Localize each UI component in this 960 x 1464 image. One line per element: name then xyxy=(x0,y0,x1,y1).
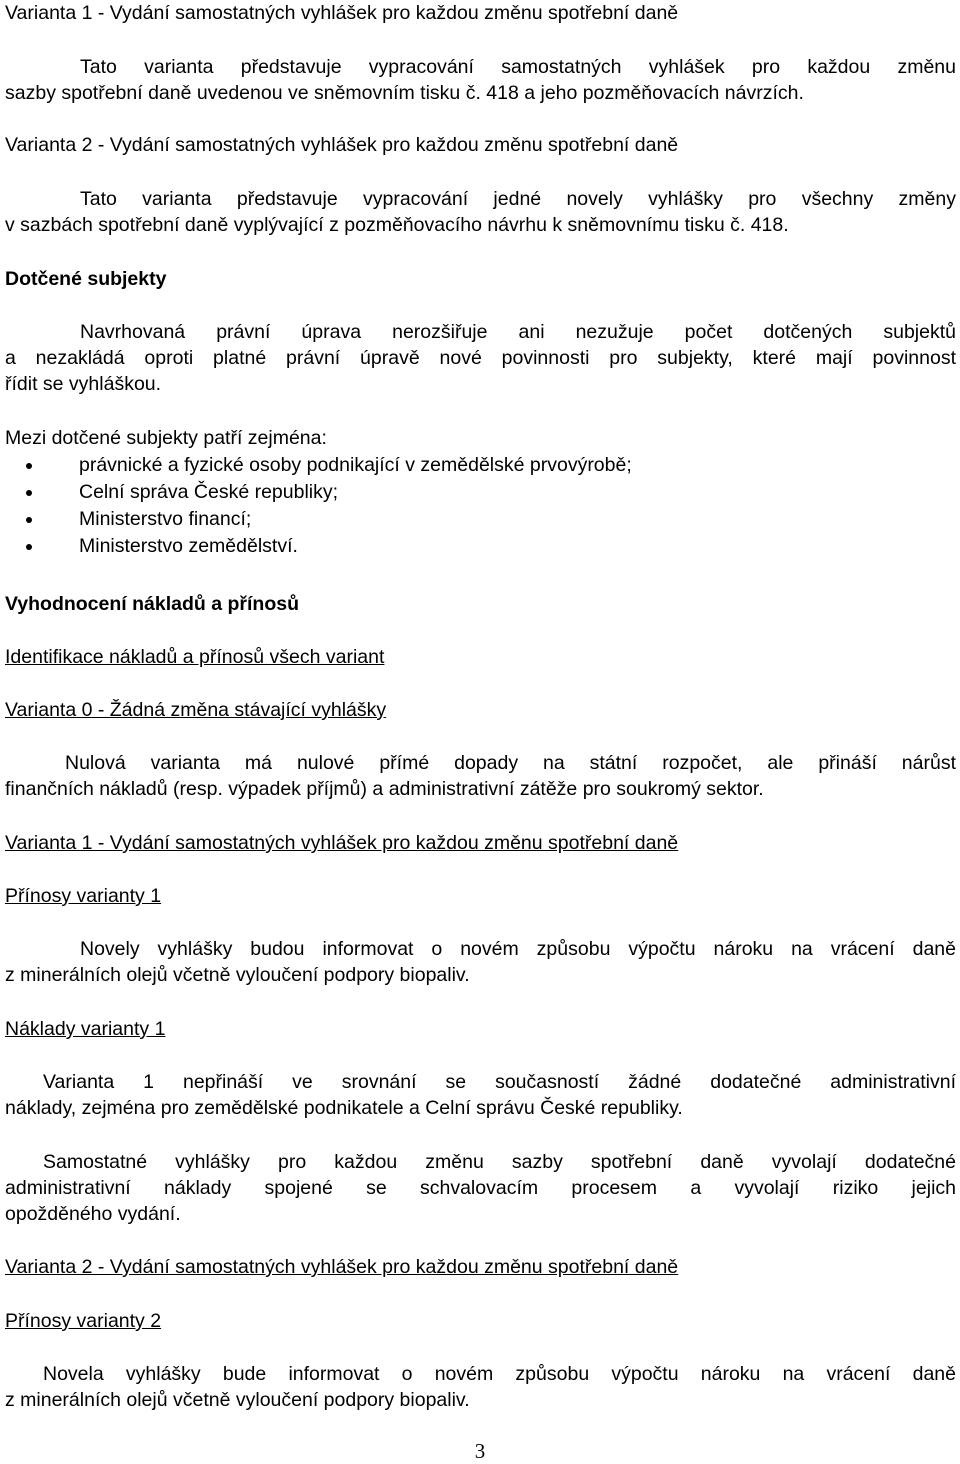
text-line: sazby spotřební daně uvedenou ve sněmovním tisku č. 418 a jeho pozměňovacích návrzích. xyxy=(5,82,804,104)
heading-identifikace: Identifikace nákladů a přínosů všech variant xyxy=(5,646,385,668)
bullet-list xyxy=(5,452,945,560)
heading-prinosy-2: Přínosy varianty 2 xyxy=(5,1310,162,1332)
text-line: z minerálních olejů včetně vyloučení podpory biopaliv. xyxy=(5,964,470,986)
text-line: Tato varianta představuje vypracování samostatných vyhlášek pro každou změnu xyxy=(80,56,956,78)
paragraph-mezi-dotcene: Mezi dotčené subjekty patří zejména: xyxy=(5,427,327,449)
paragraph-varianta-0 xyxy=(5,750,956,802)
paragraph-varianta-1-top xyxy=(5,54,956,106)
bullet-icon xyxy=(26,544,32,550)
bullet-icon xyxy=(26,517,32,523)
heading-varianta-1-top: Varianta 1 - Vydání samostatných vyhlášek pro každou změnu spotřební daně xyxy=(5,2,679,24)
paragraph-dotcene-subjekty xyxy=(5,319,956,397)
list-item: právnické a fyzické osoby podnikající v zemědělské prvovýrobě; xyxy=(5,452,945,479)
text-line: Samostatné vyhlášky pro každou změnu sazby spotřební daně vyvolají dodatečné xyxy=(43,1151,956,1173)
paragraph-naklady-1a xyxy=(5,1069,956,1121)
text-line: Varianta 1 nepřináší ve srovnání se současností žádné dodatečné administrativní xyxy=(43,1071,956,1093)
text-line: v sazbách spotřební daně vyplývající z pozměňovacího návrhu k sněmovnímu tisku č. 418. xyxy=(5,214,789,236)
text-line: Tato varianta představuje vypracování jedné novely vyhlášky pro všechny změny xyxy=(80,188,956,210)
text-line: Novela vyhlášky bude informovat o novém způsobu výpočtu nároku na vrácení daně xyxy=(43,1363,956,1385)
text-line: řídit se vyhláškou. xyxy=(5,373,162,395)
list-item: Ministerstvo financí; xyxy=(5,506,945,533)
heading-varianta-1: Varianta 1 - Vydání samostatných vyhlášek pro každou změnu spotřební daně xyxy=(5,832,679,854)
text-line: Navrhovaná právní úprava nerozšiřuje ani nezužuje počet dotčených subjektů xyxy=(80,321,956,343)
text-line: z minerálních olejů včetně vyloučení podpory biopaliv. xyxy=(5,1389,470,1411)
text-line: administrativní náklady spojené se schvalovacím procesem a vyvolají riziko jejich xyxy=(5,1177,956,1199)
paragraph-prinosy-1 xyxy=(5,936,956,988)
text-line: finančních nákladů (resp. výpadek příjmů) a administrativní zátěže pro soukromý sektor. xyxy=(5,778,764,800)
text-line: Nulová varianta má nulové přímé dopady na státní rozpočet, ale přináší nárůst xyxy=(65,752,956,774)
text-line: a nezakládá oproti platné právní úpravě nové povinnosti pro subjekty, které mají povinnost xyxy=(5,347,956,369)
heading-dotcene-subjekty: Dotčené subjekty xyxy=(5,268,167,290)
bullet-icon xyxy=(26,463,32,469)
heading-prinosy-1: Přínosy varianty 1 xyxy=(5,885,162,907)
heading-varianta-2: Varianta 2 - Vydání samostatných vyhlášek pro každou změnu spotřební daně xyxy=(5,1256,679,1278)
paragraph-naklady-1b xyxy=(5,1149,956,1227)
list-item: Ministerstvo zemědělství. xyxy=(5,533,945,560)
heading-vyhodnoceni: Vyhodnocení nákladů a přínosů xyxy=(5,593,299,615)
bullet-icon xyxy=(26,490,32,496)
text-line: náklady, zejména pro zemědělské podnikatele a Celní správu České republiky. xyxy=(5,1097,683,1119)
heading-varianta-0: Varianta 0 - Žádná změna stávající vyhlášky xyxy=(5,699,387,721)
paragraph-varianta-2-top xyxy=(5,186,956,238)
list-item: Celní správa České republiky; xyxy=(5,479,945,506)
heading-varianta-2-top: Varianta 2 - Vydání samostatných vyhlášek pro každou změnu spotřební daně xyxy=(5,134,679,156)
page-number: 3 xyxy=(474,1439,486,1463)
heading-naklady-1: Náklady varianty 1 xyxy=(5,1018,166,1040)
text-line: opožděného vydání. xyxy=(5,1203,181,1225)
paragraph-prinosy-2 xyxy=(5,1361,956,1413)
text-line: Novely vyhlášky budou informovat o novém způsobu výpočtu nároku na vrácení daně xyxy=(80,938,956,960)
